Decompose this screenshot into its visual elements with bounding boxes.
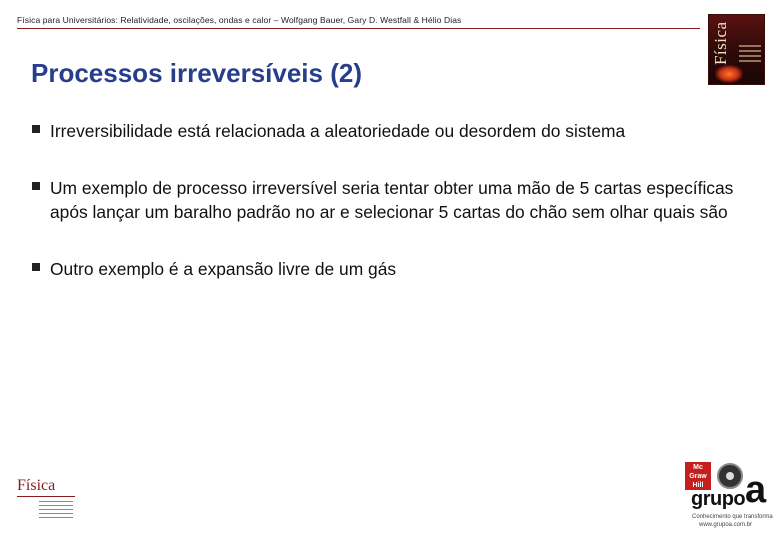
grupo-a-logo: a [745, 469, 767, 511]
grupo-logo-text: grupo [691, 488, 746, 510]
bullet-text: Um exemplo de processo irreversível seria tentar obter uma mão de 5 cartas específicas após lançar um baralho padrão no ar e selecionar 5 cartas do chão sem olhar quais são [50, 178, 734, 222]
fisica-footer-logo [17, 478, 87, 528]
bullet-square-icon [32, 263, 40, 271]
bullet-square-icon [32, 125, 40, 133]
bullet-list [31, 119, 751, 314]
slide-title: Processos irreversíveis (2) [31, 58, 362, 88]
fisica-logo-text: Física [17, 477, 56, 494]
running-header: Física para Universitários: Relatividade, oscilações, ondas e calor – Wolfgang Bauer, Gary D. Westfall & Hélio Dias [17, 15, 462, 25]
book-cover-title: Física [711, 21, 730, 65]
cover-text-lines [739, 45, 761, 65]
mcgraw-hill-logo: Mc Graw Hill [685, 462, 711, 490]
bullet-item [31, 257, 751, 281]
cover-glow [715, 65, 743, 83]
bullet-item [31, 176, 751, 224]
book-cover-image [708, 14, 765, 85]
grupo-url: www.grupoa.com.br [699, 522, 753, 528]
seal-logo-icon [717, 463, 743, 489]
bullet-text: Irreversibilidade está relacionada a aleatoriedade ou desordem do sistema [50, 121, 626, 141]
logo-rule [17, 496, 75, 497]
header-divider [17, 28, 700, 29]
bullet-text: Outro exemplo é a expansão livre de um gás [50, 259, 397, 279]
publisher-logos [685, 462, 773, 534]
bullet-item [31, 119, 751, 143]
logo-small-lines [39, 501, 73, 518]
bullet-square-icon [32, 182, 40, 190]
grupo-tagline: Conhecimento que transforma [692, 514, 773, 520]
